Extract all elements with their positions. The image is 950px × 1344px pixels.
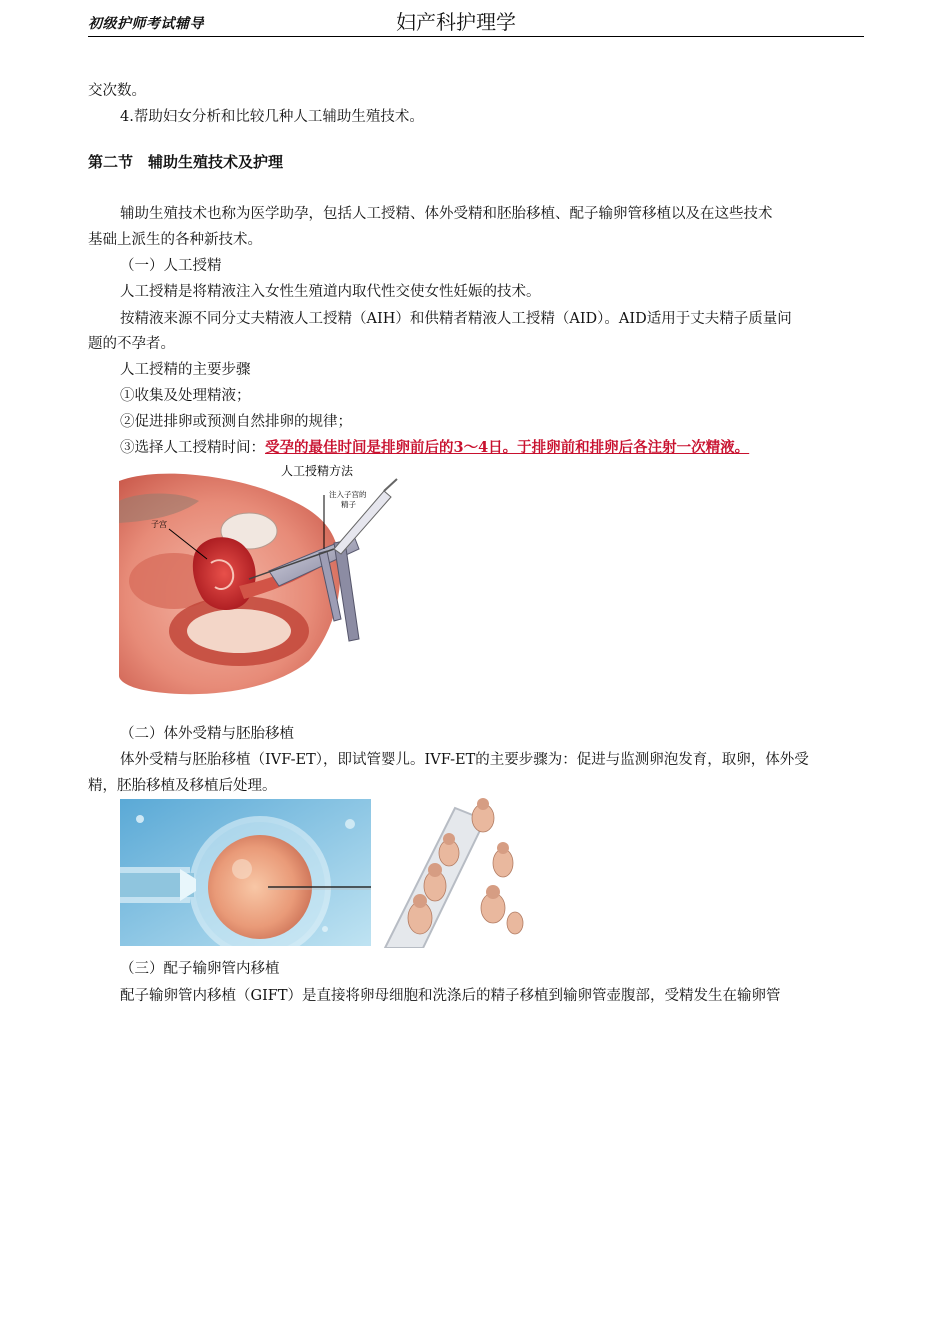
list-item: ①收集及处理精液； [120,388,251,404]
ivf-egg-injection-image [120,799,371,946]
test-tube-babies-image [375,798,537,948]
paragraph-line: 辅助生殖技术也称为医学助孕，包括人工授精、体外受精和胚胎移植、配子输卵管移植以及在这些技术 [120,206,773,222]
paragraph-line: 按精液来源不同分丈夫精液人工授精（AIH）和供精者精液人工授精（AID）。AID适用于丈夫精子质量问 [120,311,792,327]
paragraph-line: 基础上派生的各种新技术。 [88,232,262,248]
subsection-title: （三）配子输卵管内移植 [120,961,280,977]
header-course-label: 初级护师考试辅导 [88,16,204,32]
section-title: 第二节 辅助生殖技术及护理 [88,153,284,171]
uterus-label: 子宫 [151,520,167,529]
paragraph-line: 4.帮助妇女分析和比较几种人工辅助生殖技术。 [120,109,424,125]
artificial-insemination-illustration [119,461,399,699]
subsection-title: （一）人工授精 [120,258,222,274]
figure-title: 人工授精方法 [281,464,354,478]
injected-sperm-label-line2: 精子 [341,500,356,509]
paragraph-line: 人工授精的主要步骤 [120,362,251,378]
paragraph-line: 人工授精是将精液注入女性生殖道内取代性交使女性妊娠的技术。 [120,284,541,300]
injected-sperm-label: 注入子宫的 [329,490,367,499]
page-header [88,10,864,37]
paragraph-line: 题的不孕者。 [88,336,175,352]
paragraph-line: 体外受精与胚胎移植（IVF-ET），即试管婴儿。IVF-ET的主要步骤为：促进与监测卵泡发育，取卵，体外受 [120,752,809,768]
highlighted-key-point: 受孕的最佳时间是排卵前后的3～4日。于排卵前和排卵后各注射一次精液。 [265,439,750,456]
page-title: 妇产科护理学 [396,10,516,34]
list-item-prefix: ③选择人工授精时间： [120,440,265,456]
subsection-title: （二）体外受精与胚胎移植 [120,726,294,742]
paragraph-line: 配子输卵管内移植（GIFT）是直接将卵母细胞和洗涤后的精子移植到输卵管壶腹部，受精发生在输卵管 [120,988,781,1004]
list-item [120,439,749,457]
list-item: ②促进排卵或预测自然排卵的规律； [120,414,352,430]
paragraph-line: 交次数。 [88,83,146,99]
paragraph-line: 精，胚胎移植及移植后处理。 [88,778,277,794]
